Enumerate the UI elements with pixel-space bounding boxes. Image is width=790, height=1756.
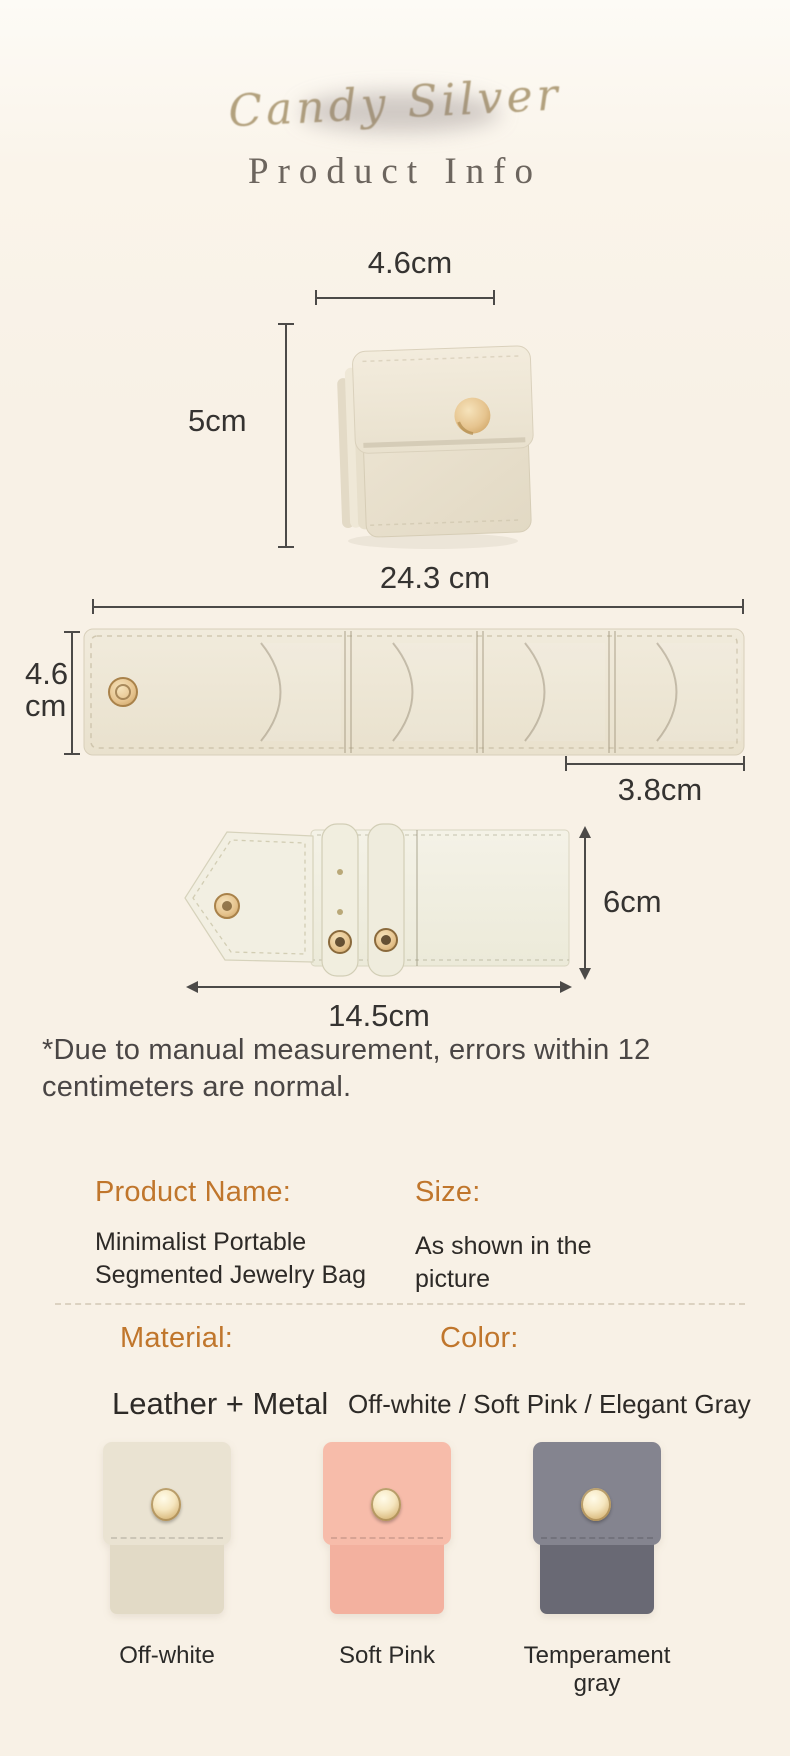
folded-height-dimension: 5cm (188, 403, 247, 438)
strip-width-dimension: 24.3 cm (379, 560, 491, 595)
strap-1 (322, 824, 358, 976)
folded-width-measure-line (315, 297, 495, 299)
open-width-dimension: 14.5cm (328, 998, 430, 1033)
open-pouch-illustration (181, 820, 575, 985)
segment-dimension: 3.8cm (617, 772, 703, 807)
colorway-off-white (82, 1442, 252, 1670)
segment-measure-line (565, 763, 745, 765)
brand-smudge-decoration (300, 92, 500, 132)
gold-snap-button (581, 1488, 611, 1521)
spec-value-material: Leather + Metal (112, 1386, 329, 1421)
swatch-label: Off-white (119, 1642, 215, 1669)
soft-pink-pouch-image (323, 1442, 451, 1614)
off-white-pouch-image (103, 1442, 231, 1614)
spec-value-color: Off-white / Soft Pink / Elegant Gray (348, 1389, 751, 1419)
brand-script-logo: Candy Silver (227, 69, 563, 138)
gold-snap-button (151, 1488, 181, 1521)
colorway-temperament-gray (512, 1442, 682, 1698)
strip-illustration (83, 627, 745, 762)
open-pouch-diagram (95, 812, 705, 1052)
measurement-disclaimer: *Due to manual measurement, errors within 12 centimeters are normal. (42, 1034, 651, 1103)
open-width-measure-line (188, 986, 570, 988)
open-height-measure-line (584, 828, 586, 978)
strip-diagram (25, 560, 770, 810)
spec-label-size: Size: (415, 1176, 481, 1208)
strip-gold-snap (109, 678, 137, 706)
spec-label-product-name: Product Name: (95, 1176, 292, 1208)
strip-height-measure-line (71, 631, 73, 755)
divider (55, 1303, 745, 1305)
gold-snap-button (371, 1488, 401, 1521)
spec-value-product-name: Minimalist Portable Segmented Jewelry Bag (95, 1228, 366, 1289)
gray-pouch-image (533, 1442, 661, 1614)
folded-width-dimension: 4.6cm (367, 245, 453, 280)
open-height-dimension: 6cm (603, 884, 662, 919)
spec-label-material: Material: (120, 1322, 233, 1354)
folded-pouch-diagram (170, 245, 600, 555)
page-title: Product Info (248, 151, 542, 192)
colorway-soft-pink (302, 1442, 472, 1670)
folded-height-measure-line (285, 323, 287, 548)
strap-2 (368, 824, 404, 976)
swatch-label: Temperament gray (523, 1642, 671, 1697)
folded-pouch-illustration (315, 323, 550, 558)
swatch-label: Soft Pink (338, 1642, 436, 1669)
spec-label-color: Color: (440, 1322, 519, 1354)
spec-value-size: As shown in the picture (415, 1232, 592, 1293)
strip-height-dimension: 4.6 cm (25, 656, 69, 723)
strip-width-measure-line (92, 606, 744, 608)
